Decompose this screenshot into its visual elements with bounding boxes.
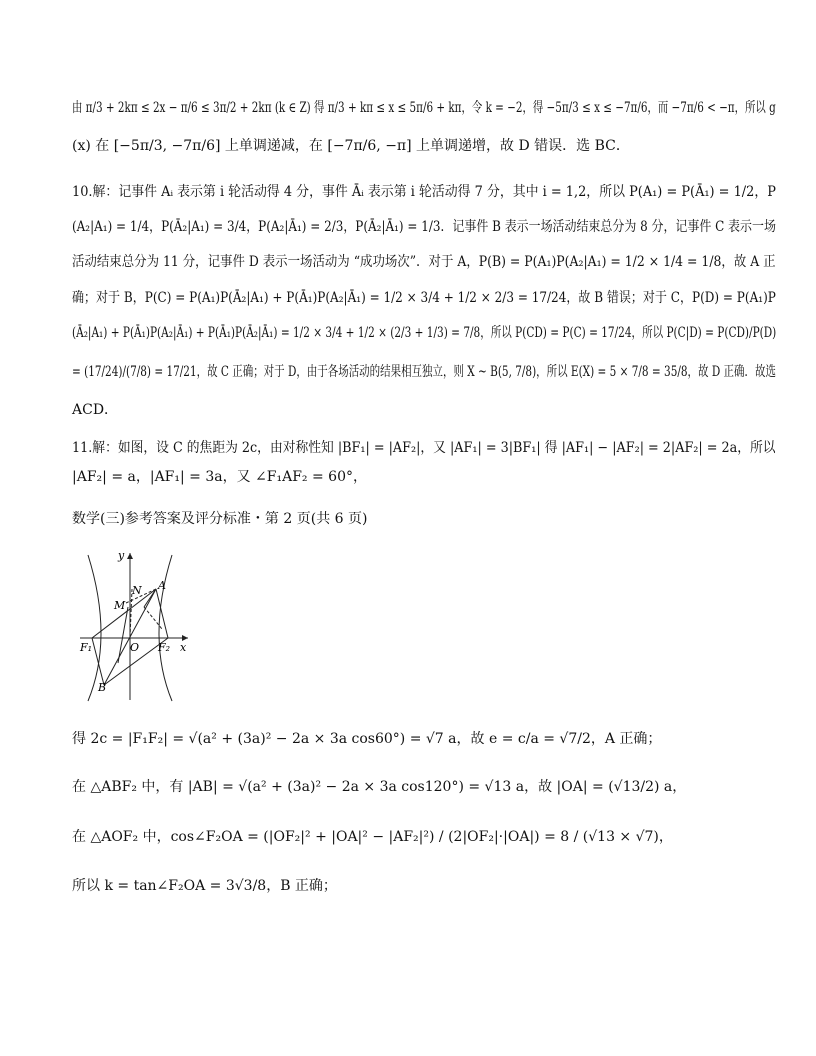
text-line-2: (x) 在 [−5π/3, −7π/6] 上单调递减，在 [−7π/6, −π] 上单调递增，故 D 错误．选 BC．	[72, 138, 630, 154]
origin-label: O	[130, 641, 140, 654]
text-line-6: 确；对于 B，P(C) = P(A₁)P(Ā₂|A₁) + P(Ā₁)P(A₂|Ā₁) = 1/2 × 3/4 + 1/2 × 2/3 = 17/24，故 B 错误；对于 C，P(D) = P(A₁)P	[72, 290, 776, 306]
axis-y-label: y	[118, 549, 125, 562]
point-n-label: N	[132, 584, 142, 597]
text-line-13: 在 △ABF₂ 中，有 |AB| = √(a² + (3a)² − 2a × 3a cos120°) = √13 a，故 |OA| = (√13/2) a，	[72, 779, 687, 795]
hyperbola-figure	[70, 545, 195, 705]
point-a-label: A	[158, 579, 166, 592]
focus-f1-label: F₁	[80, 641, 93, 654]
point-b-label: B	[98, 681, 107, 694]
text-line-10: 11.解：如图，设 C 的焦距为 2c，由对称性知 |BF₁| = |AF₂|，又 |AF₁| = 3|BF₁| 得 |AF₁| − |AF₂| = 2|AF₂| = 2a，所以	[72, 440, 776, 456]
text-line-7: (Ā₂|A₁) + P(Ā₁)P(A₂|Ā₁) + P(Ā₁)P(Ā₂|Ā₁) = 1/2 × 3/4 + 1/2 × (2/3 + 1/3) = 7/8，所以 P(CD) = P(C) = 17/24，所以 P(C|D) = P(CD)/P(D)	[72, 325, 777, 341]
text-line-14: 在 △AOF₂ 中，cos∠F₂OA = (|OF₂|² + |OA|² − |AF₂|²) / (2|OF₂|·|OA|) = 8 / (√13 × √7)，	[72, 829, 673, 845]
focus-f2-label: F₂	[158, 641, 171, 654]
text-line-1: 由 π/3 + 2kπ ≤ 2x − π/6 ≤ 3π/2 + 2kπ (k ∈ Z) 得 π/3 + kπ ≤ x ≤ 5π/6 + kπ，令 k = −2，得 −5π/3 ≤ x ≤ −7π/6，而 −7π/6 < −π，所以 g	[72, 100, 776, 116]
text-line-12: 得 2c = |F₁F₂| = √(a² + (3a)² − 2a × 3a cos60°) = √7 a，故 e = c/a = √7/2，A 正确；	[72, 731, 662, 747]
text-line-3: 10.解：记事件 Aᵢ 表示第 i 轮活动得 4 分，事件 Āᵢ 表示第 i 轮活动得 7 分，其中 i = 1,2，所以 P(A₁) = P(Ā₁) = 1/2，P	[72, 184, 776, 200]
text-line-8: = (17/24)/(7/8) = 17/21，故 C 正确；对于 D，由于各场活动的结果相互独立，则 X ~ B(5, 7/8)，所以 E(X) = 5 × 7/8 = 35/8，故 D 正确．故选	[72, 364, 776, 380]
text-line-15: 所以 k = tan∠F₂OA = 3√3/8，B 正确；	[72, 878, 337, 894]
text-line-5: 活动结束总分为 11 分，记事件 D 表示一场活动为 “成功场次”．对于 A，P(B) = P(A₁)P(A₂|A₁) = 1/2 × 1/4 = 1/8，故 A 正	[72, 254, 776, 270]
point-m-label: M	[114, 599, 126, 612]
text-line-9: ACD．	[72, 402, 119, 418]
text-line-4: (A₂|A₁) = 1/4，P(Ā₂|A₁) = 3/4，P(A₂|Ā₁) = 2/3，P(Ā₂|Ā₁) = 1/3．记事件 B 表示一场活动结束总分为 8 分，记事件 C 表示一场	[72, 219, 776, 235]
axis-x-label: x	[180, 641, 187, 654]
text-line-11: |AF₂| = a，|AF₁| = 3a，又 ∠F₁AF₂ = 60°，	[72, 469, 367, 485]
page-footer: 数学(三)参考答案及评分标准・第 2 页(共 6 页)	[72, 511, 368, 527]
